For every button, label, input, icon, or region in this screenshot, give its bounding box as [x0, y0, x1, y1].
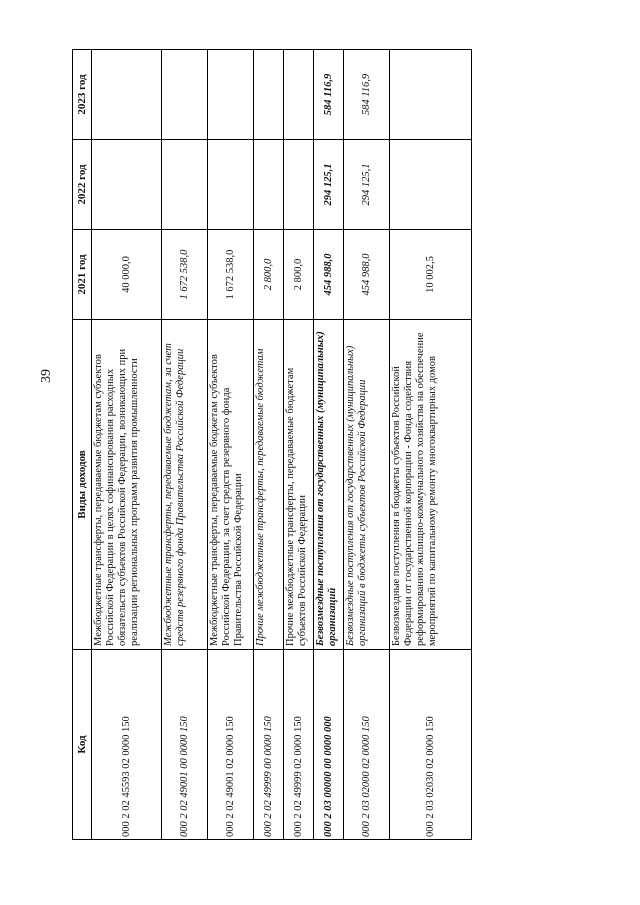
table-row: [284, 50, 314, 840]
table-row: [314, 50, 344, 840]
row-2023: [284, 50, 314, 140]
row-name: Межбюджетные трансферты, передаваемые бюджетам субъектов Российской Федерации, за счет средств резервного фонда Правительства Российской Федерации: [208, 320, 254, 650]
row-name: Прочие межбюджетные трансферты, передаваемые бюджетам субъектов Российской Федерации: [284, 320, 314, 650]
header-name: Виды доходов: [73, 320, 92, 650]
row-name: Безвозмездные поступления от государственных (муниципальных) организаций в бюджеты субъектов Российской Федерации: [344, 320, 390, 650]
header-2021: 2021 год: [73, 230, 92, 320]
row-2022: [162, 140, 208, 230]
row-code: 000 2 02 49999 02 0000 150: [284, 650, 314, 840]
table-row: [254, 50, 284, 840]
row-2021: 2 800,0: [254, 230, 284, 320]
row-code: 000 2 03 02000 02 0000 150: [344, 650, 390, 840]
row-2022: [390, 140, 472, 230]
row-2023: [390, 50, 472, 140]
row-name: Безвозмездные поступления от государственных (муниципальных) организаций: [314, 320, 344, 650]
row-2022: [208, 140, 254, 230]
table-row: [344, 50, 390, 840]
row-code: 000 2 02 45593 02 0000 150: [92, 650, 162, 840]
table-row: [162, 50, 208, 840]
row-2023: [254, 50, 284, 140]
row-name: Межбюджетные трансферты, передаваемые бюджетам, за счет средств резервного фонда Правительства Российской Федерации: [162, 320, 208, 650]
table-row: [208, 50, 254, 840]
table-header-row: [73, 50, 92, 840]
header-2022: 2022 год: [73, 140, 92, 230]
row-code: 000 2 02 49999 00 0000 150: [254, 650, 284, 840]
row-2021: 2 800,0: [284, 230, 314, 320]
row-2023: [162, 50, 208, 140]
row-name: Прочие межбюджетные трансферты, передаваемые бюджетам: [254, 320, 284, 650]
row-code: 000 2 02 49001 02 0000 150: [208, 650, 254, 840]
row-2021: 454 988,0: [314, 230, 344, 320]
row-2022: [284, 140, 314, 230]
row-2023: [92, 50, 162, 140]
header-code: Код: [73, 650, 92, 840]
row-2021: 10 002,5: [390, 230, 472, 320]
table-row: [92, 50, 162, 840]
row-2023: 584 116,9: [344, 50, 390, 140]
row-2022: 294 125,1: [314, 140, 344, 230]
row-code: 000 2 03 00000 00 0000 000: [314, 650, 344, 840]
table-row: [390, 50, 472, 840]
row-2022: [92, 140, 162, 230]
row-code: 000 2 02 49001 00 0000 150: [162, 650, 208, 840]
row-name: Межбюджетные трансферты, передаваемые бюджетам субъектов Российской Федерации в целях софинансирования расходных обязательств субъектов Российской Федерации, возникающих при реализации региональных программ развития промышленности: [92, 320, 162, 650]
row-2022: 294 125,1: [344, 140, 390, 230]
rotated-table-container: [72, 50, 468, 840]
row-code: 000 2 03 02030 02 0000 150: [390, 650, 472, 840]
row-2023: [208, 50, 254, 140]
row-2021: 1 672 538,0: [162, 230, 208, 320]
header-2023: 2023 год: [73, 50, 92, 140]
row-2021: 40 000,0: [92, 230, 162, 320]
revenue-table: [72, 49, 472, 840]
row-2021: 1 672 538,0: [208, 230, 254, 320]
row-2021: 454 988,0: [344, 230, 390, 320]
row-name: Безвозмездные поступления в бюджеты субъектов Российской Федерации от государственной корпорации - Фонда содействия реформированию жилищно-коммунального хозяйства на обеспечение мероприятий по капитальному ремонту многоквартирных домов: [390, 320, 472, 650]
page-number: 39: [39, 369, 54, 383]
row-2022: [254, 140, 284, 230]
row-2023: 584 116,9: [314, 50, 344, 140]
